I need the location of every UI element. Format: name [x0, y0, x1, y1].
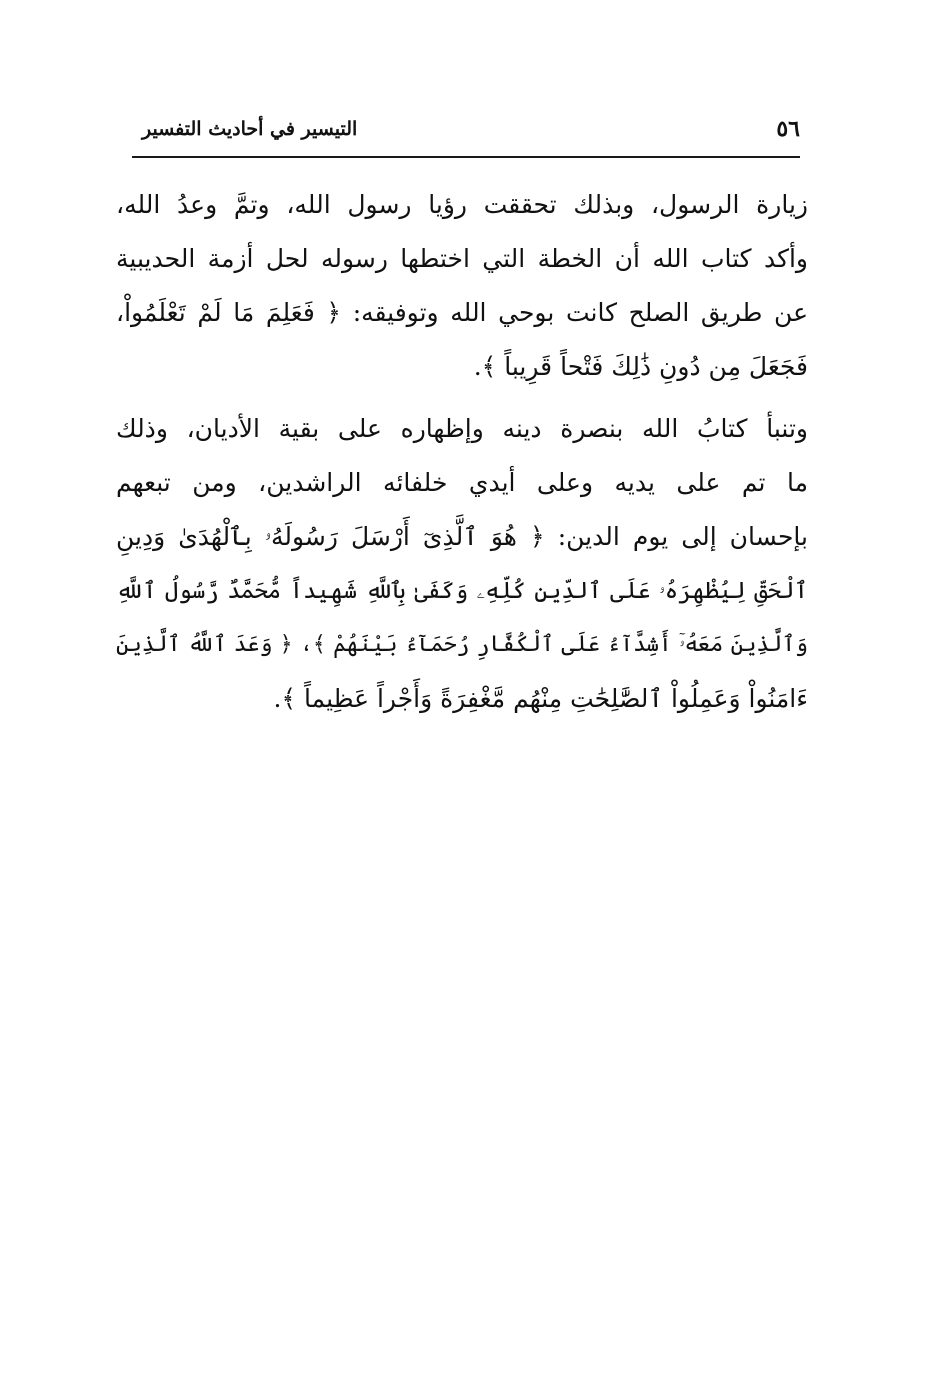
page-body	[116, 178, 808, 726]
text-line: وَٱلَّذِينَ مَعَهُۥٓ أَشِدَّآءُ عَلَى ٱلْكُفَّارِ رُحَمَآءُ بَيْنَهُمْ ﴾، ﴿ وَعَدَ ٱللَّهُ ٱلَّذِينَ	[116, 632, 808, 657]
text-line: ءَامَنُواْ وَعَمِلُواْ ٱلصَّٰلِحَٰتِ مِنْهُم مَّغْفِرَةً وَأَجْراً عَظِيماً ﴾.	[273, 684, 808, 713]
text-line: وتنبأ كتابُ الله بنصرة دينه وإظهاره على بقية الأديان، وذلك	[116, 414, 808, 443]
page-header	[132, 112, 800, 158]
page-number: ٥٦	[776, 116, 800, 142]
running-title: التيسير في أحاديث التفسير	[142, 118, 358, 140]
text-line: ٱلْحَقِّ لِيُظْهِرَهُۥ عَلَى ٱلدِّينِ كُلِّهِۦ وَكَفَىٰ بِٱللَّهِ شَهِيداً مُّحَمَّدٌ رَّسُولُ ٱللَّهِ	[116, 578, 808, 604]
paragraph-1	[116, 178, 808, 394]
text-line: وأكد كتاب الله أن الخطة التي اختطها رسوله لحل أزمة الحديبية	[116, 244, 808, 273]
text-line: زيارة الرسول، وبذلك تحققت رؤيا رسول الله، وتمَّ وعدُ الله،	[116, 190, 808, 219]
text-line: بإحسان إلى يوم الدين: ﴿ هُوَ ٱلَّذِىٓ أَرْسَلَ رَسُولَهُۥ بِٱلْهُدَىٰ وَدِينِ	[116, 522, 808, 551]
text-line: ما تم على يديه وعلى أيدي خلفائه الراشدين، ومن تبعهم	[116, 468, 808, 497]
paragraph-2	[116, 402, 808, 726]
text-line: فَجَعَلَ مِن دُونِ ذَٰلِكَ فَتْحاً قَرِيباً ﴾.	[473, 352, 808, 381]
text-line: عن طريق الصلح كانت بوحي الله وتوفيقه: ﴿ فَعَلِمَ مَا لَمْ تَعْلَمُواْ،	[116, 298, 808, 327]
